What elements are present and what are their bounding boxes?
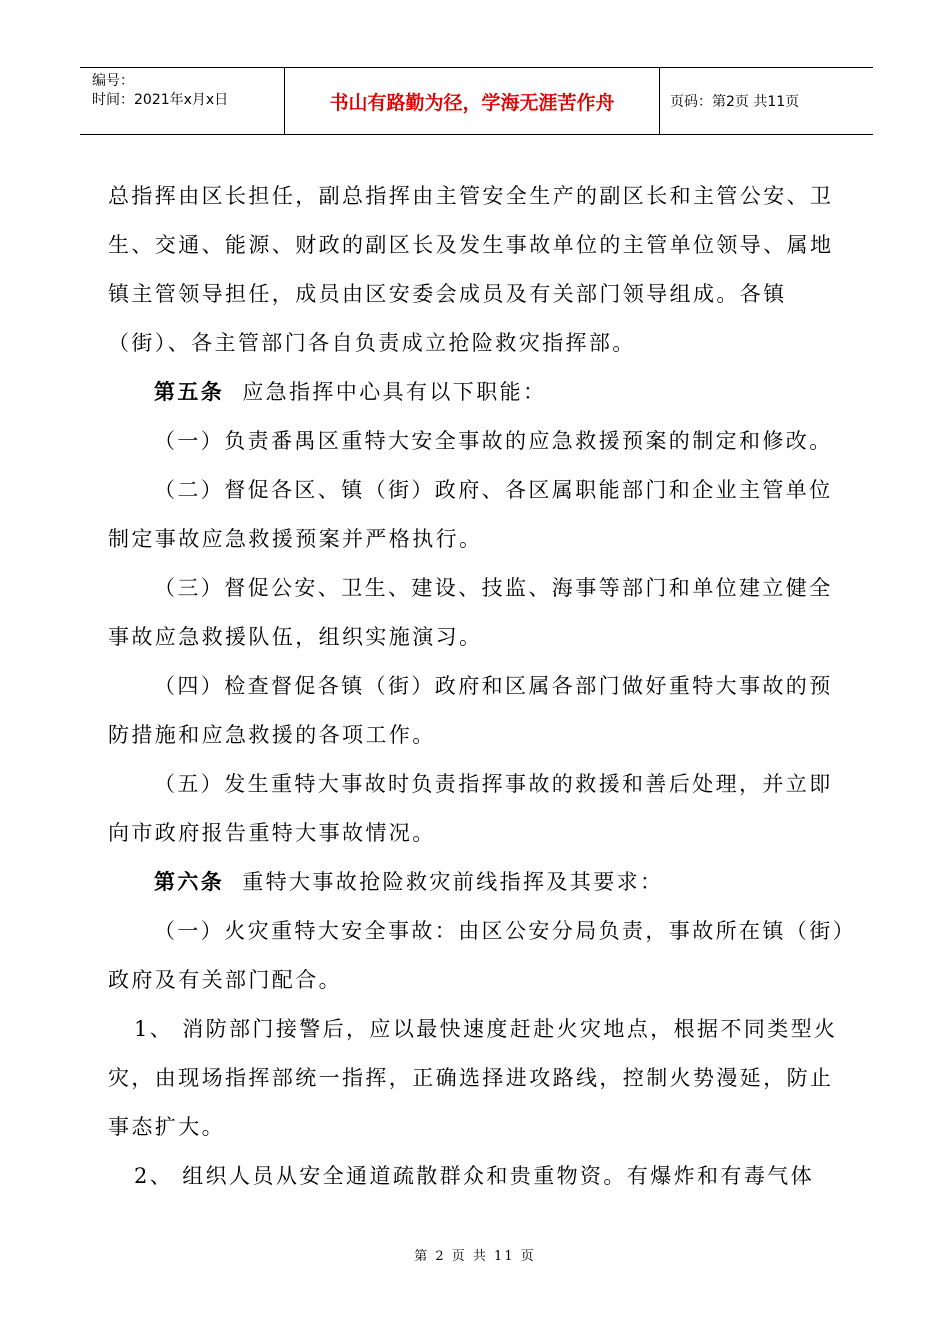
paragraph-text: 应急指挥中心具有以下职能： xyxy=(242,380,547,404)
page-footer: 第 2 页 共 11 页 xyxy=(414,1249,536,1264)
paragraph xyxy=(108,907,850,1005)
header-page-info: 页码：第2页 共11页 xyxy=(670,94,800,110)
paragraph-text: （一）负责番禺区重特大安全事故的应急救援预案的制定和修改。 xyxy=(154,429,833,453)
article-heading: 第六条 xyxy=(154,870,225,894)
header-meta xyxy=(80,68,285,134)
paragraph-text: 重特大事故抢险救灾前线指挥及其要求： xyxy=(242,870,664,894)
paragraph-text: （五）发生重特大事故时负责指挥事故的救援和善后处理，并立即向市政府报告重特大事故情况。 xyxy=(108,772,833,845)
paragraph xyxy=(108,564,850,662)
document-header xyxy=(80,67,873,135)
paragraph-text: 1、 消防部门接警后，应以最快速度赶赴火灾地点，根据不同类型火灾，由现场指挥部统一指挥，正确选择进攻路线，控制火势漫延，防止事态扩大。 xyxy=(108,1017,838,1139)
paragraph xyxy=(108,760,850,858)
paragraph xyxy=(108,368,850,417)
header-motto: 书山有路勤为径，学海无涯苦作舟 xyxy=(285,68,660,134)
paragraph xyxy=(108,417,850,466)
paragraph xyxy=(108,466,850,564)
paragraph-text: 总指挥由区长担任，副总指挥由主管安全生产的副区长和主管公安、卫生、交通、能源、财政的副区长及发生事故单位的主管单位领导、属地镇主管领导担任，成员由区安委会成员及有关部门领导组成。各镇（街）、各主管部门各自负责成立抢险救灾指挥部。 xyxy=(108,184,834,355)
paragraph-text: （三）督促公安、卫生、建设、技监、海事等部门和单位建立健全事故应急救援队伍，组织实施演习。 xyxy=(108,576,833,649)
paragraph xyxy=(108,1152,850,1201)
paragraph xyxy=(108,662,850,760)
paragraph-text: （四）检查督促各镇（街）政府和区属各部门做好重特大事故的预防措施和应急救援的各项工作。 xyxy=(108,674,833,747)
paragraph-text: 2、 组织人员从安全通道疏散群众和贵重物资。有爆炸和有毒气体 xyxy=(134,1164,815,1188)
paragraph xyxy=(108,172,850,368)
paragraph-text: （二）督促各区、镇（街）政府、各区属职能部门和企业主管单位制定事故应急救援预案并严格执行。 xyxy=(108,478,833,551)
paragraph xyxy=(108,1005,850,1152)
paragraph xyxy=(108,858,850,907)
paragraph-text: （一）火灾重特大安全事故：由区公安分局负责，事故所在镇（街）政府及有关部门配合。 xyxy=(108,919,846,992)
number-label: 编号： xyxy=(92,73,134,89)
document-body xyxy=(108,172,850,1201)
time-label: 时间：2021年x月x日 xyxy=(92,92,229,108)
article-heading: 第五条 xyxy=(154,380,225,404)
